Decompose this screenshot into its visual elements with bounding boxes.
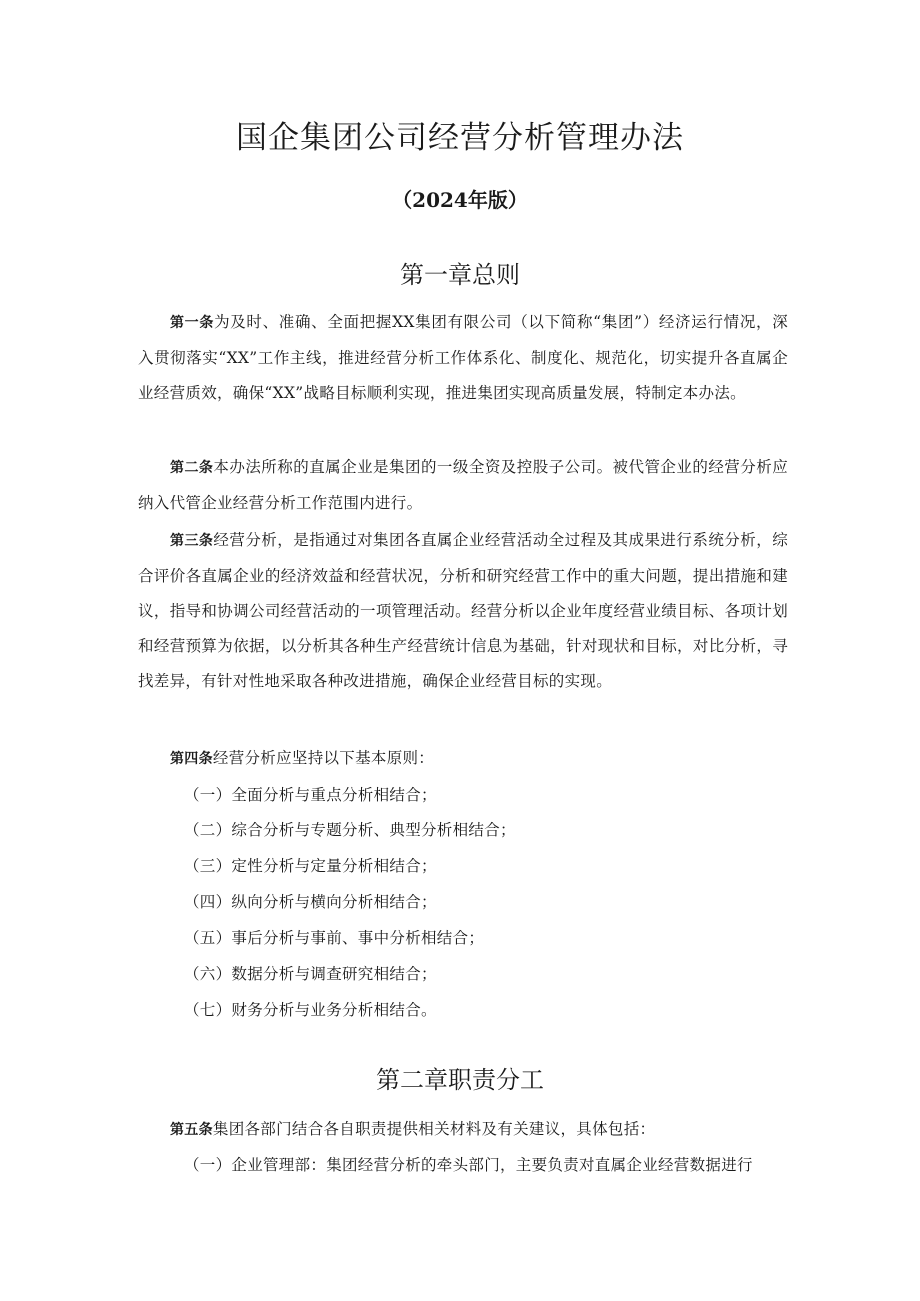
principle-item: （一）全面分析与重点分析相结合；	[184, 786, 437, 804]
article-3-text: 经营分析，是指通过对集团各直属企业经营活动全过程及其成果进行系统分析，综合评价各直属企业的经济效益和经营状况，分析和研究经营工作中的重大问题，提出措施和建议，指导和协调公司经营活动的一项管理活动。经营分析以企业年度经营业绩目标、各项计划和经营预算为依据，以分析其各种生产经营统计信息为基础，针对现状和目标，对比分析，寻找差异，有针对性地采取各种改进措施，确保企业经营目标的实现。	[138, 531, 788, 690]
chapter-2-heading: 第二章职责分工	[376, 1066, 544, 1094]
principle-item: （四）纵向分析与横向分析相结合；	[184, 893, 437, 911]
article-3	[138, 523, 788, 699]
article-4-label: 第四条	[170, 751, 213, 767]
principle-item: （三）定性分析与定量分析相结合；	[184, 857, 437, 875]
document-title: 国企集团公司经营分析管理办法	[236, 120, 684, 156]
article-1-text: 为及时、准确、全面把握XX集团有限公司（以下简称“集团”）经济运行情况，深入贯彻落实“XX”工作主线，推进经营分析工作体系化、制度化、规范化，切实提升各直属企业经营质效，确保“XX”战略目标顺利实现，推进集团实现高质量发展，特制定本办法。	[138, 313, 788, 402]
article-4-text: 经营分析应坚持以下基本原则：	[212, 749, 435, 767]
document-subtitle: （2024年版）	[392, 188, 528, 212]
article-5-text: 集团各部门结合各自职责提供相关材料及有关建议，具体包括：	[212, 1120, 656, 1138]
article-5-label: 第五条	[170, 1122, 213, 1138]
principle-item: （二）综合分析与专题分析、典型分析相结合；	[184, 821, 516, 839]
article-2-label: 第二条	[170, 460, 214, 476]
principle-item: （六）数据分析与调查研究相结合；	[184, 965, 437, 983]
principle-item: （五）事后分析与事前、事中分析相结合；	[184, 929, 485, 947]
article-2-text: 本办法所称的直属企业是集团的一级全资及控股子公司。被代管企业的经营分析应纳入代管企业经营分析工作范围内进行。	[138, 458, 788, 512]
article-2	[138, 450, 788, 521]
article-1-label: 第一条	[170, 315, 215, 331]
principle-item: （七）财务分析与业务分析相结合。	[184, 1001, 437, 1019]
article-3-label: 第三条	[170, 533, 214, 549]
chapter-1-heading: 第一章总则	[400, 261, 520, 289]
article-1	[138, 305, 788, 411]
article-4	[138, 741, 788, 777]
article-5	[138, 1112, 788, 1148]
duty-item: （一）企业管理部：集团经营分析的牵头部门，主要负责对直属企业经营数据进行	[184, 1156, 753, 1174]
